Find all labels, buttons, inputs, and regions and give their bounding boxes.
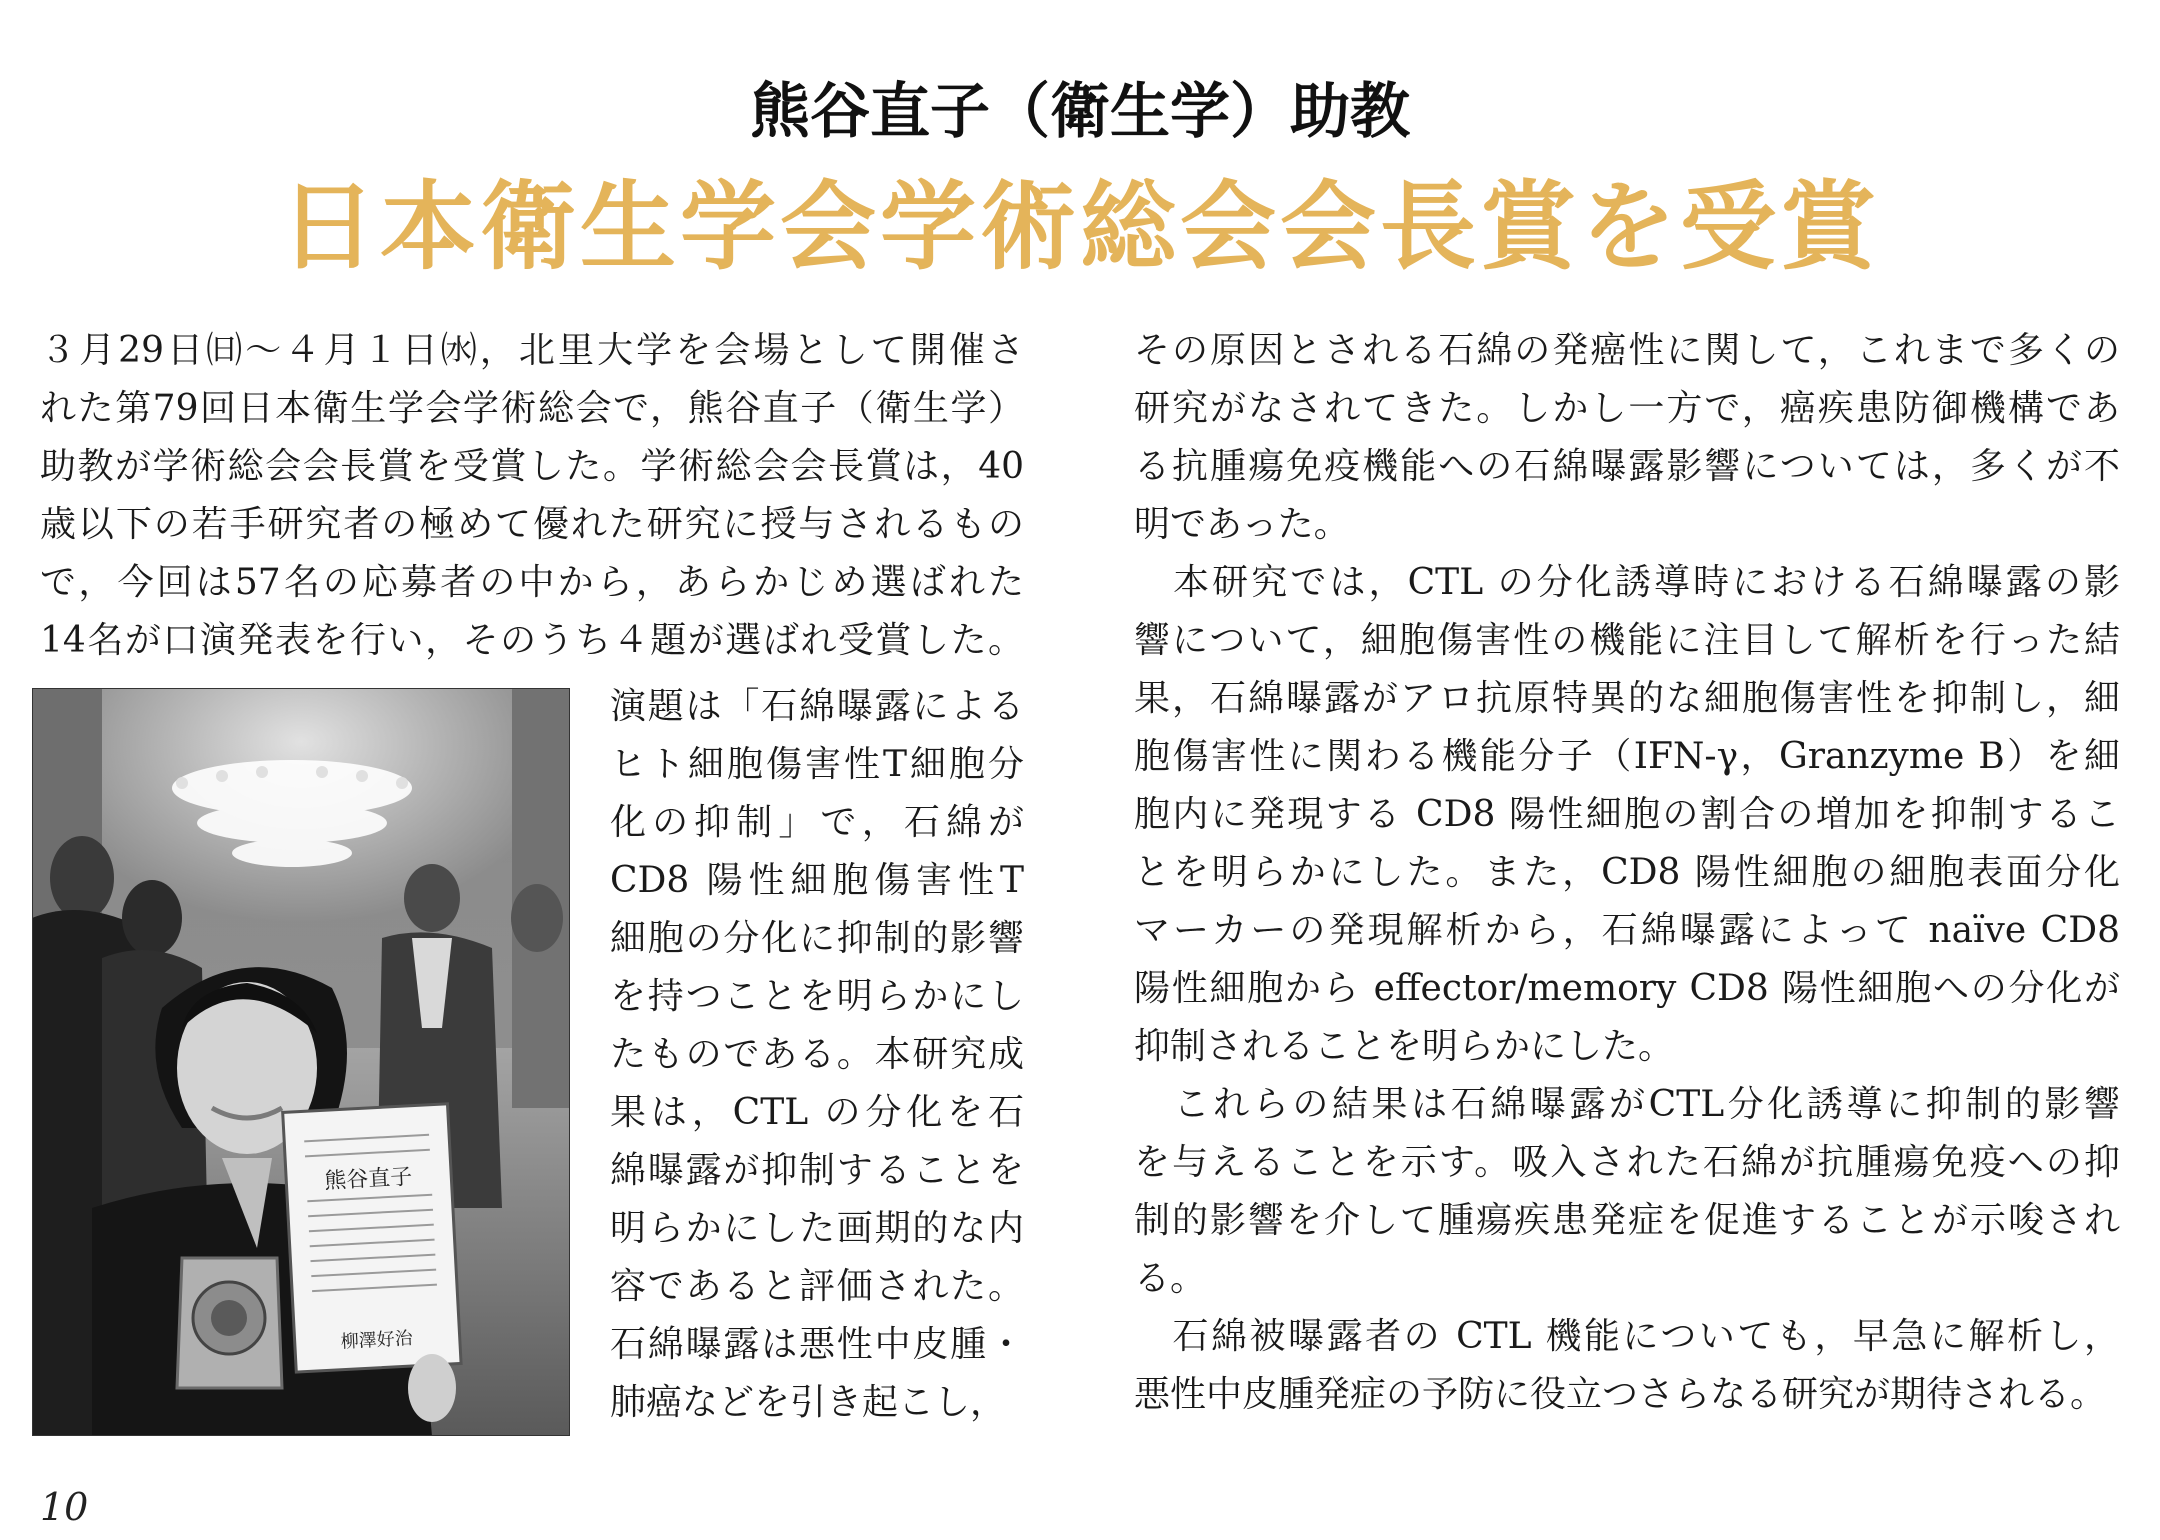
body-line: 悪性中皮腫発症の予防に役立つさらなる研究が期待される。	[1134, 1374, 2107, 1415]
body-line: 果は，CTL の分化を石	[610, 1092, 1024, 1133]
body-line: 歳以下の若手研究者の極めて優れた研究に授与されるもの	[40, 504, 1024, 545]
body-line: 制的影響を介して腫瘍疾患発症を促進することが示唆され	[1134, 1200, 2120, 1241]
body-line: れた第79回日本衛生学会学術総会で，熊谷直子（衛生学）	[40, 388, 1024, 429]
body-line: 肺癌などを引き起こし，	[610, 1382, 1007, 1423]
body-line: る。	[1134, 1258, 1207, 1299]
article-title: 日本衛生学会学術総会会長賞を受賞	[280, 170, 1880, 283]
body-line: 14名が口演発表を行い，そのうち４題が選ばれ受賞した。	[40, 620, 1024, 661]
body-line: 石綿曝露は悪性中皮腫・	[610, 1324, 1024, 1365]
body-line: 石綿被曝露者の CTL 機能についても，早急に解析し，	[1134, 1316, 2120, 1357]
body-line: 抑制されることを明らかにした。	[1134, 1026, 1675, 1067]
body-line: 明らかにした画期的な内	[610, 1208, 1024, 1249]
svg-text:柳澤好治: 柳澤好治	[340, 1327, 414, 1353]
body-line: 胞傷害性に関わる機能分子（IFN-γ，Granzyme B）を細	[1134, 736, 2120, 777]
body-line: ヒト細胞傷害性T細胞分	[610, 744, 1024, 785]
body-line: 綿曝露が抑制することを	[610, 1150, 1024, 1191]
body-line: とを明らかにした。また，CD8 陽性細胞の細胞表面分化	[1134, 852, 2120, 893]
body-line: ３月29日㈰～４月１日㈬，北里大学を会場として開催さ	[40, 330, 1024, 371]
body-line: これらの結果は石綿曝露がCTL分化誘導に抑制的影響	[1134, 1084, 2120, 1125]
body-line: 細胞の分化に抑制的影響	[610, 918, 1024, 959]
body-line: を与えることを示す。吸入された石綿が抗腫瘍免疫への抑	[1134, 1142, 2120, 1183]
award-photo	[32, 688, 570, 1436]
body-line: 化の抑制」で，石綿が	[610, 802, 1024, 843]
body-line: 響について，細胞傷害性の機能に注目して解析を行った結	[1134, 620, 2120, 661]
body-line: マーカーの発現解析から，石綿曝露によって naïve CD8	[1134, 910, 2120, 951]
body-line: で，今回は57名の応募者の中から，あらかじめ選ばれた	[40, 562, 1024, 603]
body-line: たものである。本研究成	[610, 1034, 1024, 1075]
body-line: る抗腫瘍免疫機能への石綿曝露影響については，多くが不	[1134, 446, 2120, 487]
body-line: 胞内に発現する CD8 陽性細胞の割合の増加を抑制するこ	[1134, 794, 2120, 835]
body-line: 研究がなされてきた。しかし一方で，癌疾患防御機構であ	[1134, 388, 2120, 429]
body-line: その原因とされる石綿の発癌性に関して，これまで多くの	[1134, 330, 2120, 371]
body-line: CD8 陽性細胞傷害性T	[610, 860, 1024, 901]
body-line: 陽性細胞から effector/memory CD8 陽性細胞への分化が	[1134, 968, 2120, 1009]
body-line: を持つことを明らかにし	[610, 976, 1024, 1017]
body-line: 明であった。	[1134, 504, 1350, 545]
body-line: 演題は「石綿曝露による	[610, 686, 1024, 727]
svg-text:熊谷直子: 熊谷直子	[323, 1164, 413, 1195]
article-subtitle: 熊谷直子（衛生学）助教	[750, 77, 1410, 147]
page-number: 10	[40, 1485, 89, 1529]
body-line: 本研究では，CTL の分化誘導時における石綿曝露の影	[1134, 562, 2120, 603]
body-line: 果，石綿曝露がアロ抗原特異的な細胞傷害性を抑制し，細	[1134, 678, 2120, 719]
body-line: 助教が学術総会会長賞を受賞した。学術総会会長賞は，40	[40, 446, 1024, 487]
body-line: 容であると評価された。	[610, 1266, 1024, 1307]
